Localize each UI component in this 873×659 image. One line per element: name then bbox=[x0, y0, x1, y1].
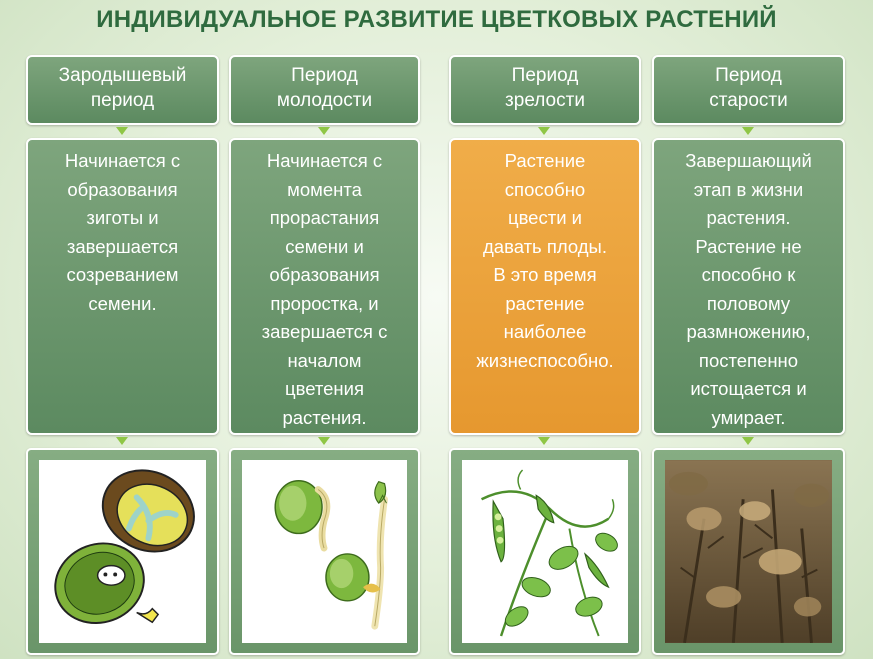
description-line: образования bbox=[67, 178, 178, 200]
arrow-down-icon bbox=[538, 127, 550, 135]
period-3-illustration bbox=[449, 448, 641, 655]
description-line: Растение bbox=[504, 150, 586, 171]
period-1-header-line: Зародышевый bbox=[58, 65, 187, 86]
description-line: растение bbox=[505, 292, 585, 314]
period-2-description bbox=[229, 138, 420, 435]
period-1-illustration bbox=[26, 448, 219, 655]
description-line: размножению, bbox=[686, 321, 811, 342]
description-line: растения. bbox=[706, 207, 791, 228]
description-line: жизнеспособно. bbox=[476, 349, 614, 371]
page-title: ИНДИВИДУАЛЬНОЕ РАЗВИТИЕ ЦВЕТКОВЫХ РАСТЕНИЙ bbox=[96, 6, 777, 33]
description-line: цвести и bbox=[507, 207, 583, 228]
description-line: половому bbox=[706, 292, 791, 314]
description-line: прорастания bbox=[269, 207, 380, 228]
description-line: этап в жизни bbox=[693, 178, 804, 200]
description-line: Растение не bbox=[695, 235, 802, 257]
arrow-down-icon bbox=[116, 127, 128, 135]
description-line: цветения bbox=[284, 378, 364, 399]
description-line: зиготы и bbox=[86, 207, 159, 228]
pea-plant-icon bbox=[462, 460, 628, 643]
period-1-header-line: период bbox=[90, 90, 155, 111]
description-line: семени. bbox=[88, 292, 157, 314]
arrow-down-icon bbox=[742, 437, 754, 445]
sprouting-seedling-icon bbox=[242, 460, 407, 643]
period-4-header-line: старости bbox=[709, 90, 788, 111]
period-2-illustration bbox=[229, 448, 420, 655]
seed-cross-section-icon bbox=[39, 460, 206, 643]
period-3-header-line: зрелости bbox=[505, 90, 585, 111]
period-2-header-line: Период bbox=[291, 65, 358, 86]
description-line: постепенно bbox=[698, 349, 799, 371]
period-1-header bbox=[26, 55, 219, 125]
arrow-down-icon bbox=[318, 127, 330, 135]
description-line: проростка, и bbox=[270, 292, 379, 314]
description-line: момента bbox=[287, 178, 362, 200]
period-4-description bbox=[652, 138, 845, 435]
description-line: умирает. bbox=[711, 406, 786, 428]
description-line: Начинается с bbox=[64, 150, 181, 171]
period-4-header bbox=[652, 55, 845, 125]
arrow-down-icon bbox=[742, 127, 754, 135]
period-4-header-line: Период bbox=[715, 65, 782, 86]
description-line: наиболее bbox=[503, 321, 587, 342]
description-line: истощается и bbox=[690, 378, 807, 399]
description-line: растения. bbox=[282, 406, 367, 428]
period-2-header bbox=[229, 55, 420, 125]
description-line: Завершающий bbox=[685, 150, 812, 171]
description-line: В это время bbox=[493, 264, 597, 285]
arrow-down-icon bbox=[116, 437, 128, 445]
description-line: образования bbox=[269, 264, 380, 285]
period-3-description bbox=[449, 138, 641, 435]
period-1-description bbox=[26, 138, 219, 435]
description-line: началом bbox=[287, 349, 362, 371]
arrow-down-icon bbox=[538, 437, 550, 445]
description-line: завершается с bbox=[261, 321, 388, 342]
withered-plant-icon bbox=[665, 460, 832, 643]
arrow-down-icon bbox=[318, 437, 330, 445]
period-3-header-line: Период bbox=[511, 65, 579, 86]
period-2-header-line: молодости bbox=[276, 90, 373, 111]
description-line: способно bbox=[504, 178, 586, 200]
description-line: способно к bbox=[701, 264, 796, 285]
description-line: завершается bbox=[66, 235, 179, 257]
description-line: Начинается с bbox=[266, 150, 383, 171]
period-3-header bbox=[449, 55, 641, 125]
description-line: созреванием bbox=[66, 264, 179, 285]
description-line: давать плоды. bbox=[483, 235, 607, 257]
period-4-illustration bbox=[652, 448, 845, 655]
description-line: семени и bbox=[285, 235, 364, 257]
